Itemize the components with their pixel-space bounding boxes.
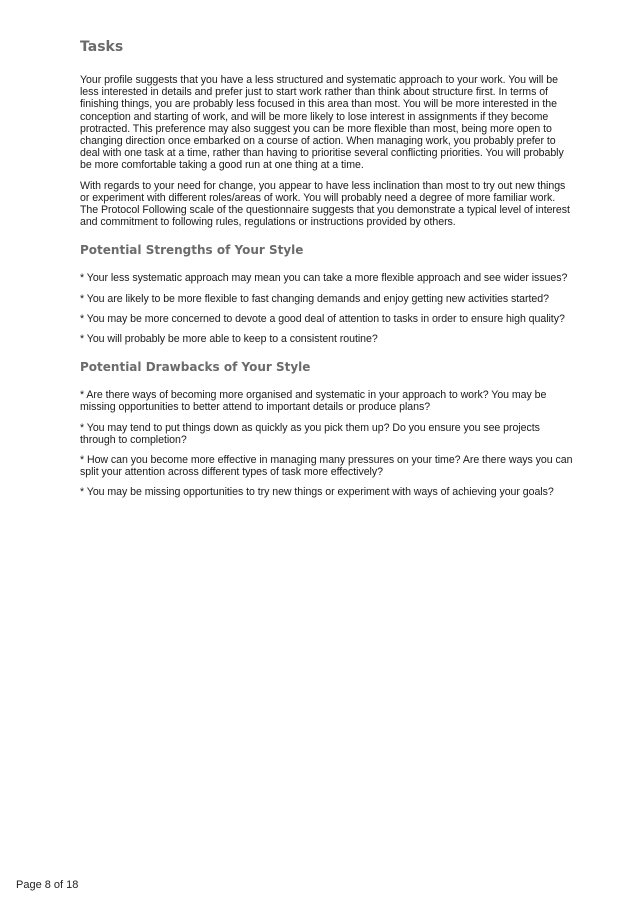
strength-item: * You will probably be more able to keep to a consistent routine? bbox=[80, 333, 378, 346]
drawbacks-heading: Potential Drawbacks of Your Style bbox=[80, 360, 311, 375]
strength-item: * You may be more concerned to devote a good deal of attention to tasks in order to ensure high quality? bbox=[80, 312, 565, 325]
drawback-item: * You may be missing opportunities to try new things or experiment with ways of achieving your goals? bbox=[80, 486, 554, 499]
strengths-heading: Potential Strengths of Your Style bbox=[80, 243, 304, 258]
page-content bbox=[80, 38, 574, 507]
drawback-item: * Are there ways of becoming more organised and systematic in your approach to work? You may be missing opportunities to better attend to important details or produce plans? bbox=[80, 389, 547, 414]
strength-item: * You are likely to be more flexible to fast changing demands and enjoy getting new activities started? bbox=[80, 292, 549, 305]
drawback-item: * You may tend to put things down as quickly as you pick them up? Do you ensure you see projects through to completion? bbox=[80, 421, 540, 446]
tasks-paragraph: With regards to your need for change, you appear to have less inclination than most to try out new things or experiment with different roles/areas of work. You will probably need a degree of more familiar work. The Protocol Following scale of the questionnaire suggests that you demonstrate a typical level of interest and commitment to following rules, regulations or instructions provided by others. bbox=[80, 179, 570, 229]
tasks-heading: Tasks bbox=[80, 39, 124, 55]
strength-item: * Your less systematic approach may mean you can take a more flexible approach and see wider issues? bbox=[80, 272, 568, 285]
drawback-item: * How can you become more effective in managing many pressures on your time? Are there ways you can split your attention across different types of task more effectively? bbox=[80, 454, 573, 479]
tasks-paragraph: Your profile suggests that you have a less structured and systematic approach to your work. You will be less interested in details and prefer just to start work rather than think about structure first. In terms of finishing things, you are probably less focused in this area than most. You will be more interested in the conception and starting of work, and will be more likely to lose interest in assignments if they become protracted. This preference may also suggest you can be more flexible than most, being more open to changing direction once embarked on a course of action. When managing work, you probably prefer to deal with one task at a time, rather than having to prioritise several conflicting priorities. You will probably be more comfortable taking a good run at one thing at a time. bbox=[80, 74, 564, 172]
page-number: Page 8 of 18 bbox=[16, 879, 79, 891]
